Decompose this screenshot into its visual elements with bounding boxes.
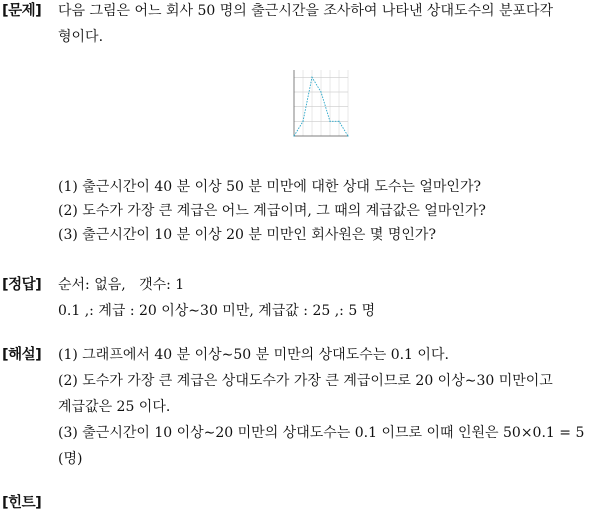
answer-line-1: 순서: 없음, 갯수: 1: [58, 277, 185, 293]
answer-content: [58, 274, 592, 326]
data-point-3: [320, 91, 321, 92]
explanation-line-4: (3) 출근시간이 10 이상∼20 미만의 상대도수는 0.1 이므로 이때 인원은 50×0.1 = 5: [58, 425, 585, 441]
answer-label: [정답]: [2, 277, 42, 293]
data-point-5: [338, 121, 339, 122]
question-2: (2) 도수가 가장 큰 계급은 어느 계급이며, 그 때의 계급값은 얼마인가?: [58, 203, 486, 219]
data-point-0: [293, 135, 294, 136]
explanation-line-1: (1) 그래프에서 40 분 이상∼50 분 미만의 상대도수는 0.1 이다.: [58, 347, 449, 363]
data-point-6: [347, 135, 348, 136]
questions-content: [58, 176, 592, 248]
problem-label: [문제]: [2, 3, 42, 19]
explanation-line-5: (명): [58, 451, 83, 467]
relative-frequency-polygon-chart: [284, 66, 354, 144]
data-point-2: [311, 77, 312, 78]
data-point-4: [329, 121, 330, 122]
problem-intro-line-1: 다음 그림은 어느 회사 50 명의 출근시간을 조사하여 나타낸 상대도수의 분포다각: [58, 3, 554, 19]
explanation-content: [58, 344, 592, 474]
data-point-1: [302, 121, 303, 122]
question-3: (3) 출근시간이 10 분 이상 20 분 미만인 회사원은 몇 명인가?: [58, 227, 436, 243]
problem-intro-line-2: 형이다.: [58, 29, 104, 45]
question-1: (1) 출근시간이 40 분 이상 50 분 미만에 대한 상대 도수는 얼마인가?: [58, 179, 481, 195]
explanation-line-2: (2) 도수가 가장 큰 계급은 상대도수가 가장 큰 계급이므로 20 이상∼30 미만이고: [58, 373, 553, 389]
chart-grid: [294, 70, 348, 136]
problem-content: [58, 0, 592, 52]
answer-line-2: 0.1 ,: 계급 : 20 이상∼30 미만, 계급값 : 25 ,: 5 명: [58, 303, 376, 319]
explanation-line-3: 계급값은 25 이다.: [58, 399, 171, 415]
hint-label: [힌트]: [2, 495, 42, 511]
explanation-label: [해설]: [2, 347, 42, 363]
